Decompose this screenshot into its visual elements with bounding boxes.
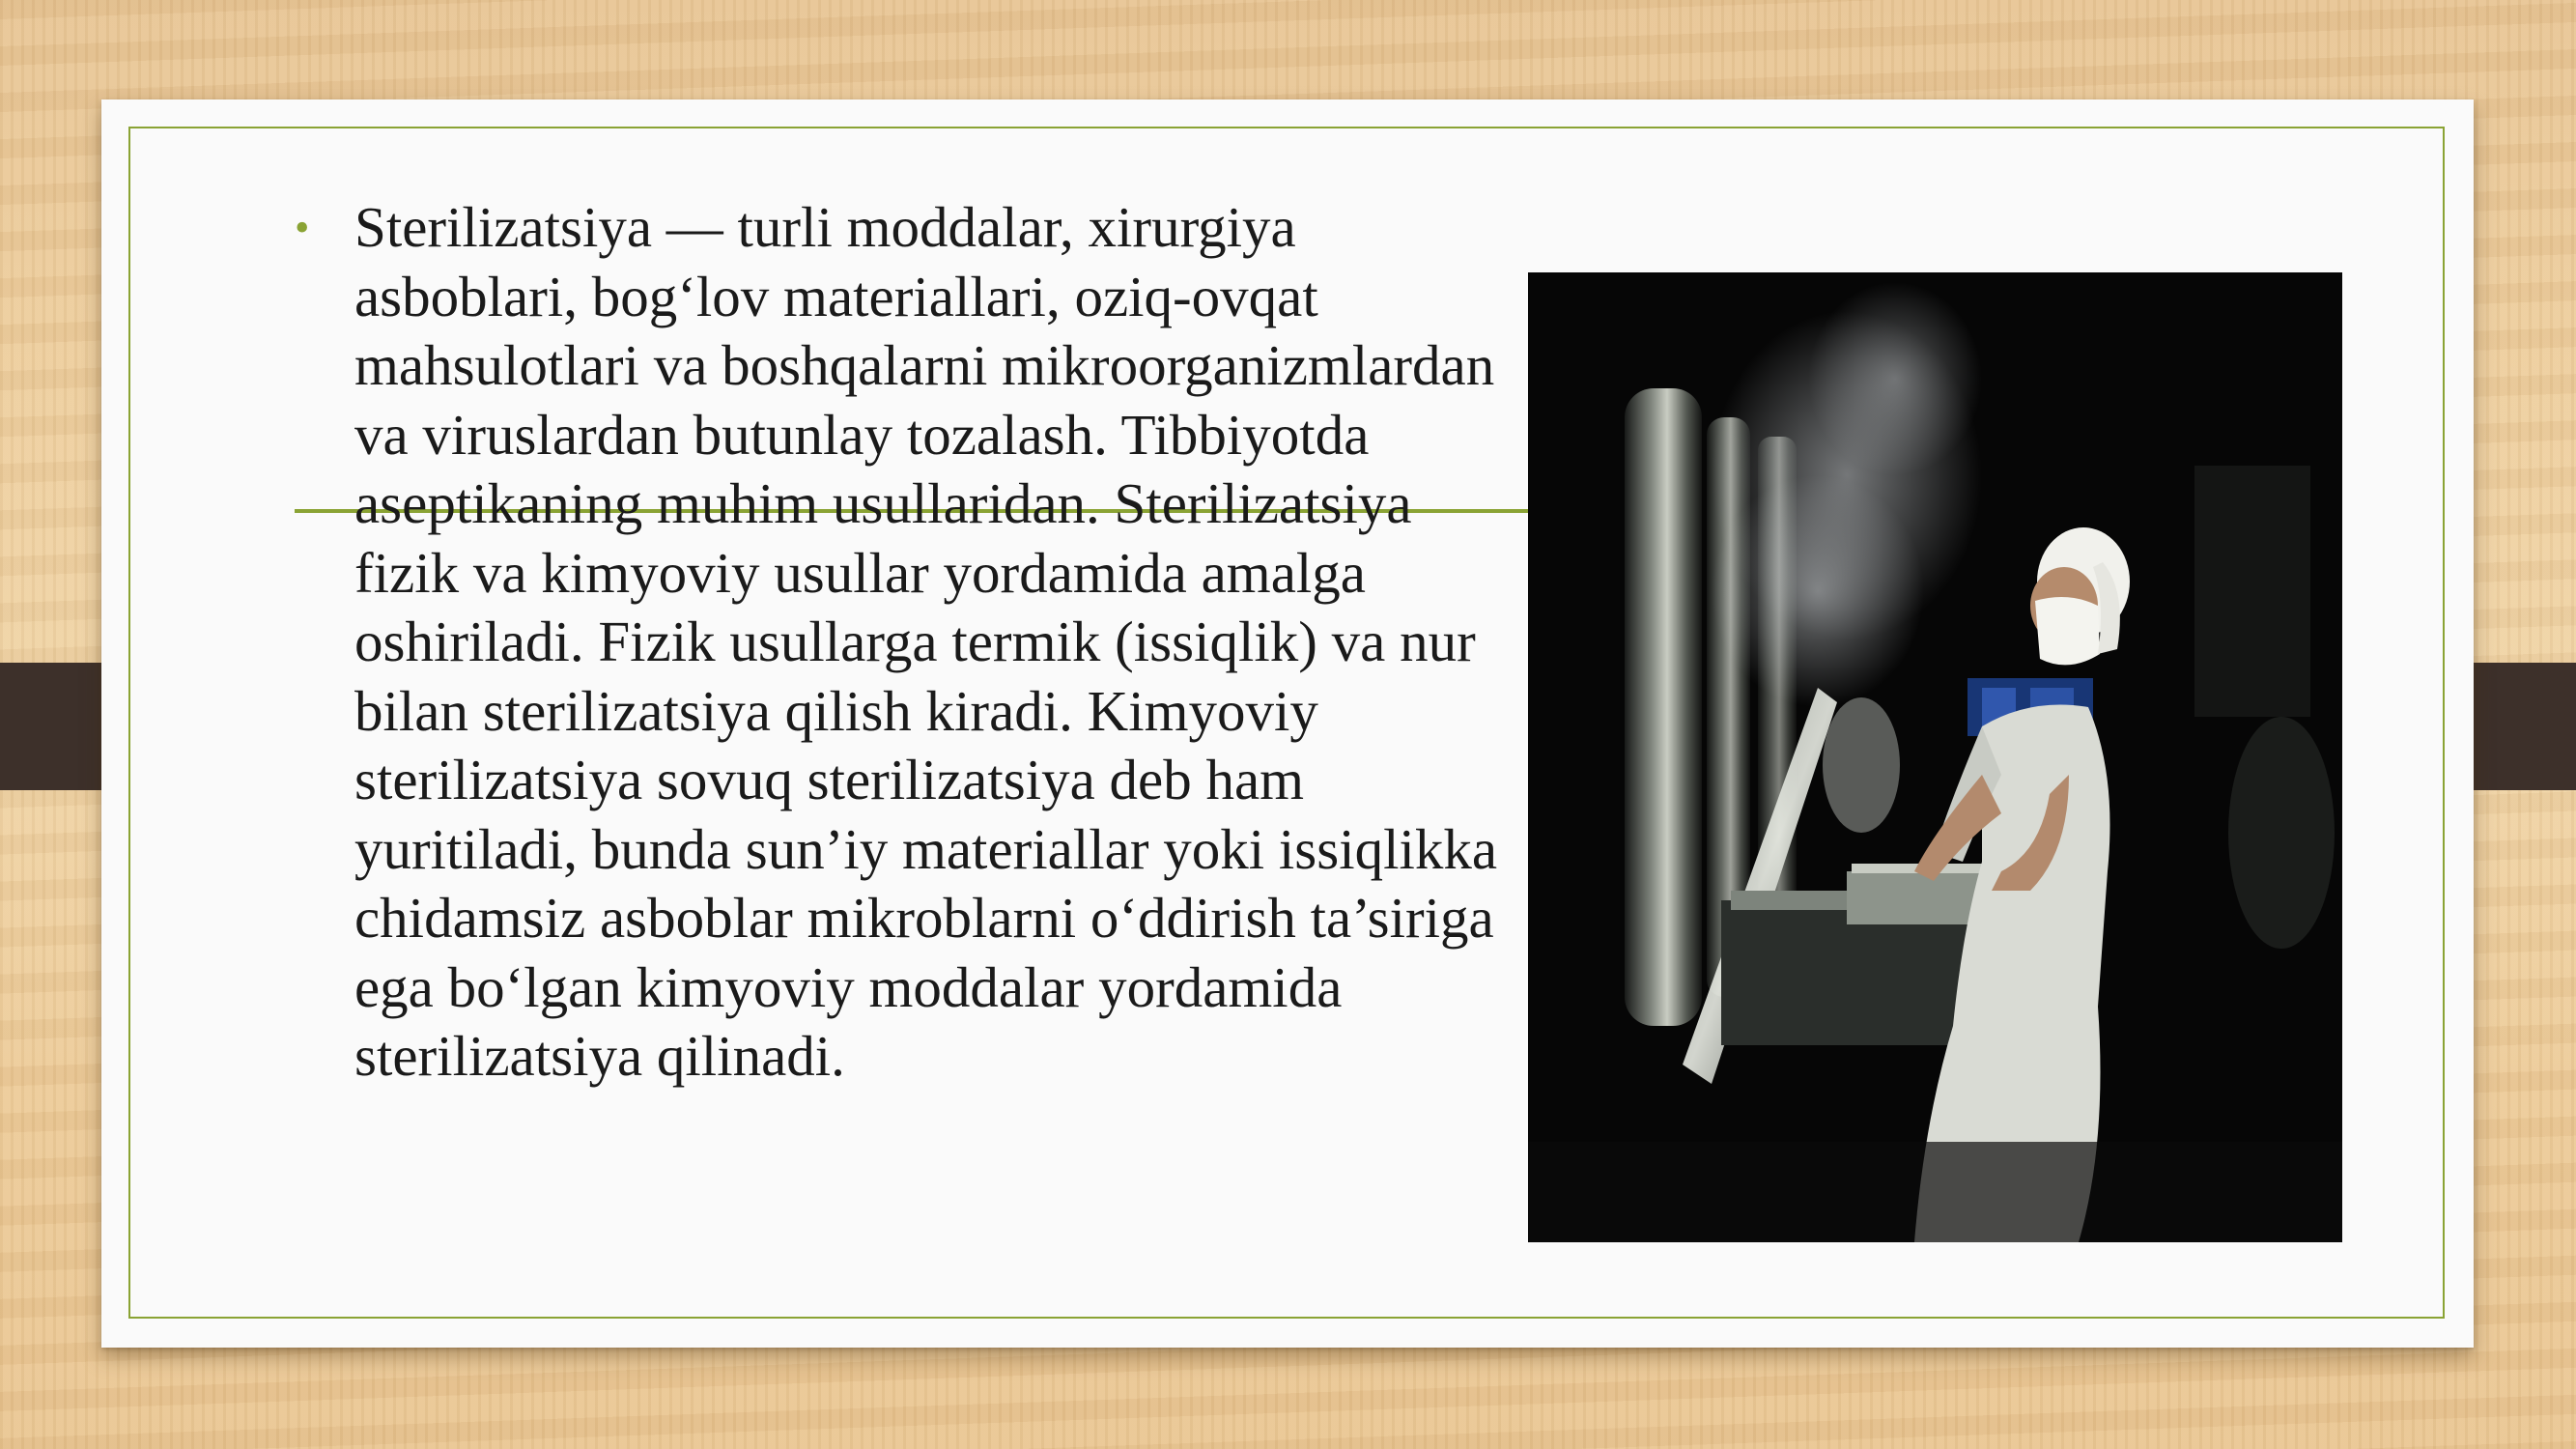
bullet-item xyxy=(295,193,1512,1092)
sterilization-photo-illustration xyxy=(1528,272,2342,1242)
bullet-dot-icon: • xyxy=(295,204,310,251)
sterilization-photo xyxy=(1528,272,2342,1242)
bullet-text: Sterilizatsiya — turli moddalar, xirurgiya asboblari, bog‘lov materiallari, oziq-ovqat mahsulotlari va boshqalarni mikroorganizmlardan va viruslardan butunlay tozalash. Tibbiyotda aseptikaning muhim usullaridan. Sterilizatsiya fizik va kimyoviy usullar yordamida amalga oshiriladi. Fizik usullarga termik (issiqlik) va nur bilan sterilizatsiya qilish kiradi. Kimyoviy sterilizatsiya sovuq sterilizatsiya deb ham yuritiladi, bunda sun’iy materiallar yoki issiqlikka chidamsiz asboblar mikroblarni o‘ddirish ta’siriga ega bo‘lgan kimyoviy moddalar yordamida sterilizatsiya qilinadi. xyxy=(354,195,1498,1088)
